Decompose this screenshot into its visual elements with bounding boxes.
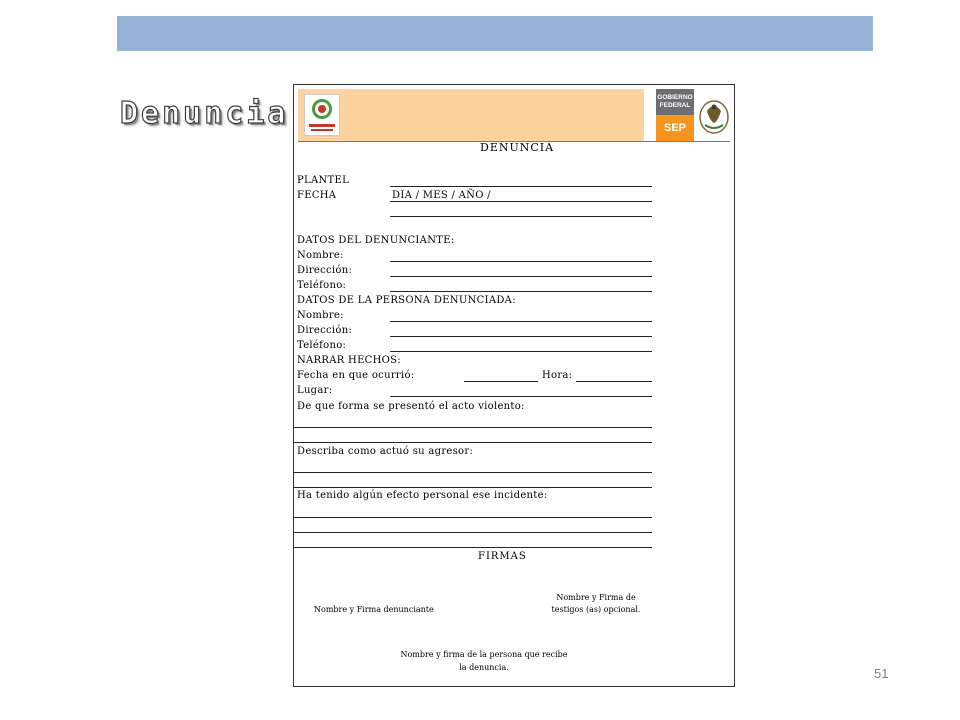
plantel-label: PLANTEL — [297, 175, 350, 186]
slide-number: 51 — [874, 666, 889, 681]
pregunta-forma-line-1 — [294, 427, 652, 428]
denunciada-telefono-label: Teléfono: — [297, 340, 347, 351]
fecha-ocurrio-label: Fecha en que ocurrió: — [297, 370, 415, 381]
denunciante-direccion-label: Dirección: — [297, 265, 353, 276]
fecha-extra-line — [390, 216, 652, 217]
denunciante-nombre-label: Nombre: — [297, 250, 344, 261]
sep-label: SEP — [656, 115, 694, 141]
firmas-heading: FIRMAS — [478, 551, 527, 562]
gobierno-federal-label: GOBIERNO FEDERAL — [656, 89, 694, 115]
firma-testigos-label-2: testigos (as) opcional. — [551, 605, 641, 614]
hora-line — [576, 381, 652, 382]
fecha-ocurrio-line — [464, 381, 538, 382]
denunciada-nombre-label: Nombre: — [297, 310, 344, 321]
pregunta-agresor-line-2 — [294, 487, 652, 488]
form-header — [298, 89, 730, 142]
firma-denunciante-label: Nombre y Firma denunciante — [314, 605, 434, 614]
header-banner — [298, 89, 644, 141]
lugar-label: Lugar: — [297, 385, 333, 396]
denunciante-telefono-label: Teléfono: — [297, 280, 347, 291]
pregunta-agresor-label: Describa como actuó su agresor: — [297, 446, 474, 457]
fecha-line — [390, 201, 652, 202]
datos-denunciante-heading: DATOS DEL DENUNCIANTE: — [297, 235, 455, 246]
denunciada-telefono-line — [390, 351, 652, 352]
pregunta-efecto-line-3 — [294, 547, 652, 548]
pregunta-forma-line-2 — [294, 442, 652, 443]
firma-testigos-label-1: Nombre y Firma de — [556, 593, 636, 602]
pregunta-efecto-label: Ha tenido algún efecto personal ese incidente: — [297, 490, 548, 501]
firma-receptor-label-1: Nombre y firma de la persona que recibe — [400, 650, 568, 659]
denunciante-telefono-line — [390, 291, 652, 292]
datos-denunciada-heading: DATOS DE LA PERSONA DENUNCIADA: — [297, 295, 516, 306]
school-logo-icon — [304, 94, 340, 136]
hora-label: Hora: — [542, 370, 573, 381]
slide-title: Denuncia — [120, 96, 289, 131]
denuncia-form — [293, 84, 735, 687]
pregunta-agresor-line-1 — [294, 472, 652, 473]
gobierno-federal-sep-logo — [656, 89, 694, 141]
denunciada-nombre-line — [390, 321, 652, 322]
plantel-line — [390, 186, 652, 187]
fecha-value: DIA / MES / AÑO / — [392, 190, 491, 201]
top-band — [117, 16, 873, 51]
pregunta-efecto-line-2 — [294, 532, 652, 533]
form-title: DENUNCIA — [480, 141, 555, 154]
denunciada-direccion-line — [390, 336, 652, 337]
denunciante-direccion-line — [390, 276, 652, 277]
narrar-hechos-heading: NARRAR HECHOS: — [297, 355, 401, 366]
firma-receptor-label-2: la denuncia. — [459, 663, 509, 672]
pregunta-efecto-line-1 — [294, 517, 652, 518]
denunciante-nombre-line — [390, 261, 652, 262]
lugar-line — [390, 396, 652, 397]
national-seal-icon — [698, 93, 730, 137]
pregunta-forma-label: De que forma se presentó el acto violento: — [297, 401, 525, 412]
fecha-label: FECHA — [297, 190, 337, 201]
denunciada-direccion-label: Dirección: — [297, 325, 353, 336]
